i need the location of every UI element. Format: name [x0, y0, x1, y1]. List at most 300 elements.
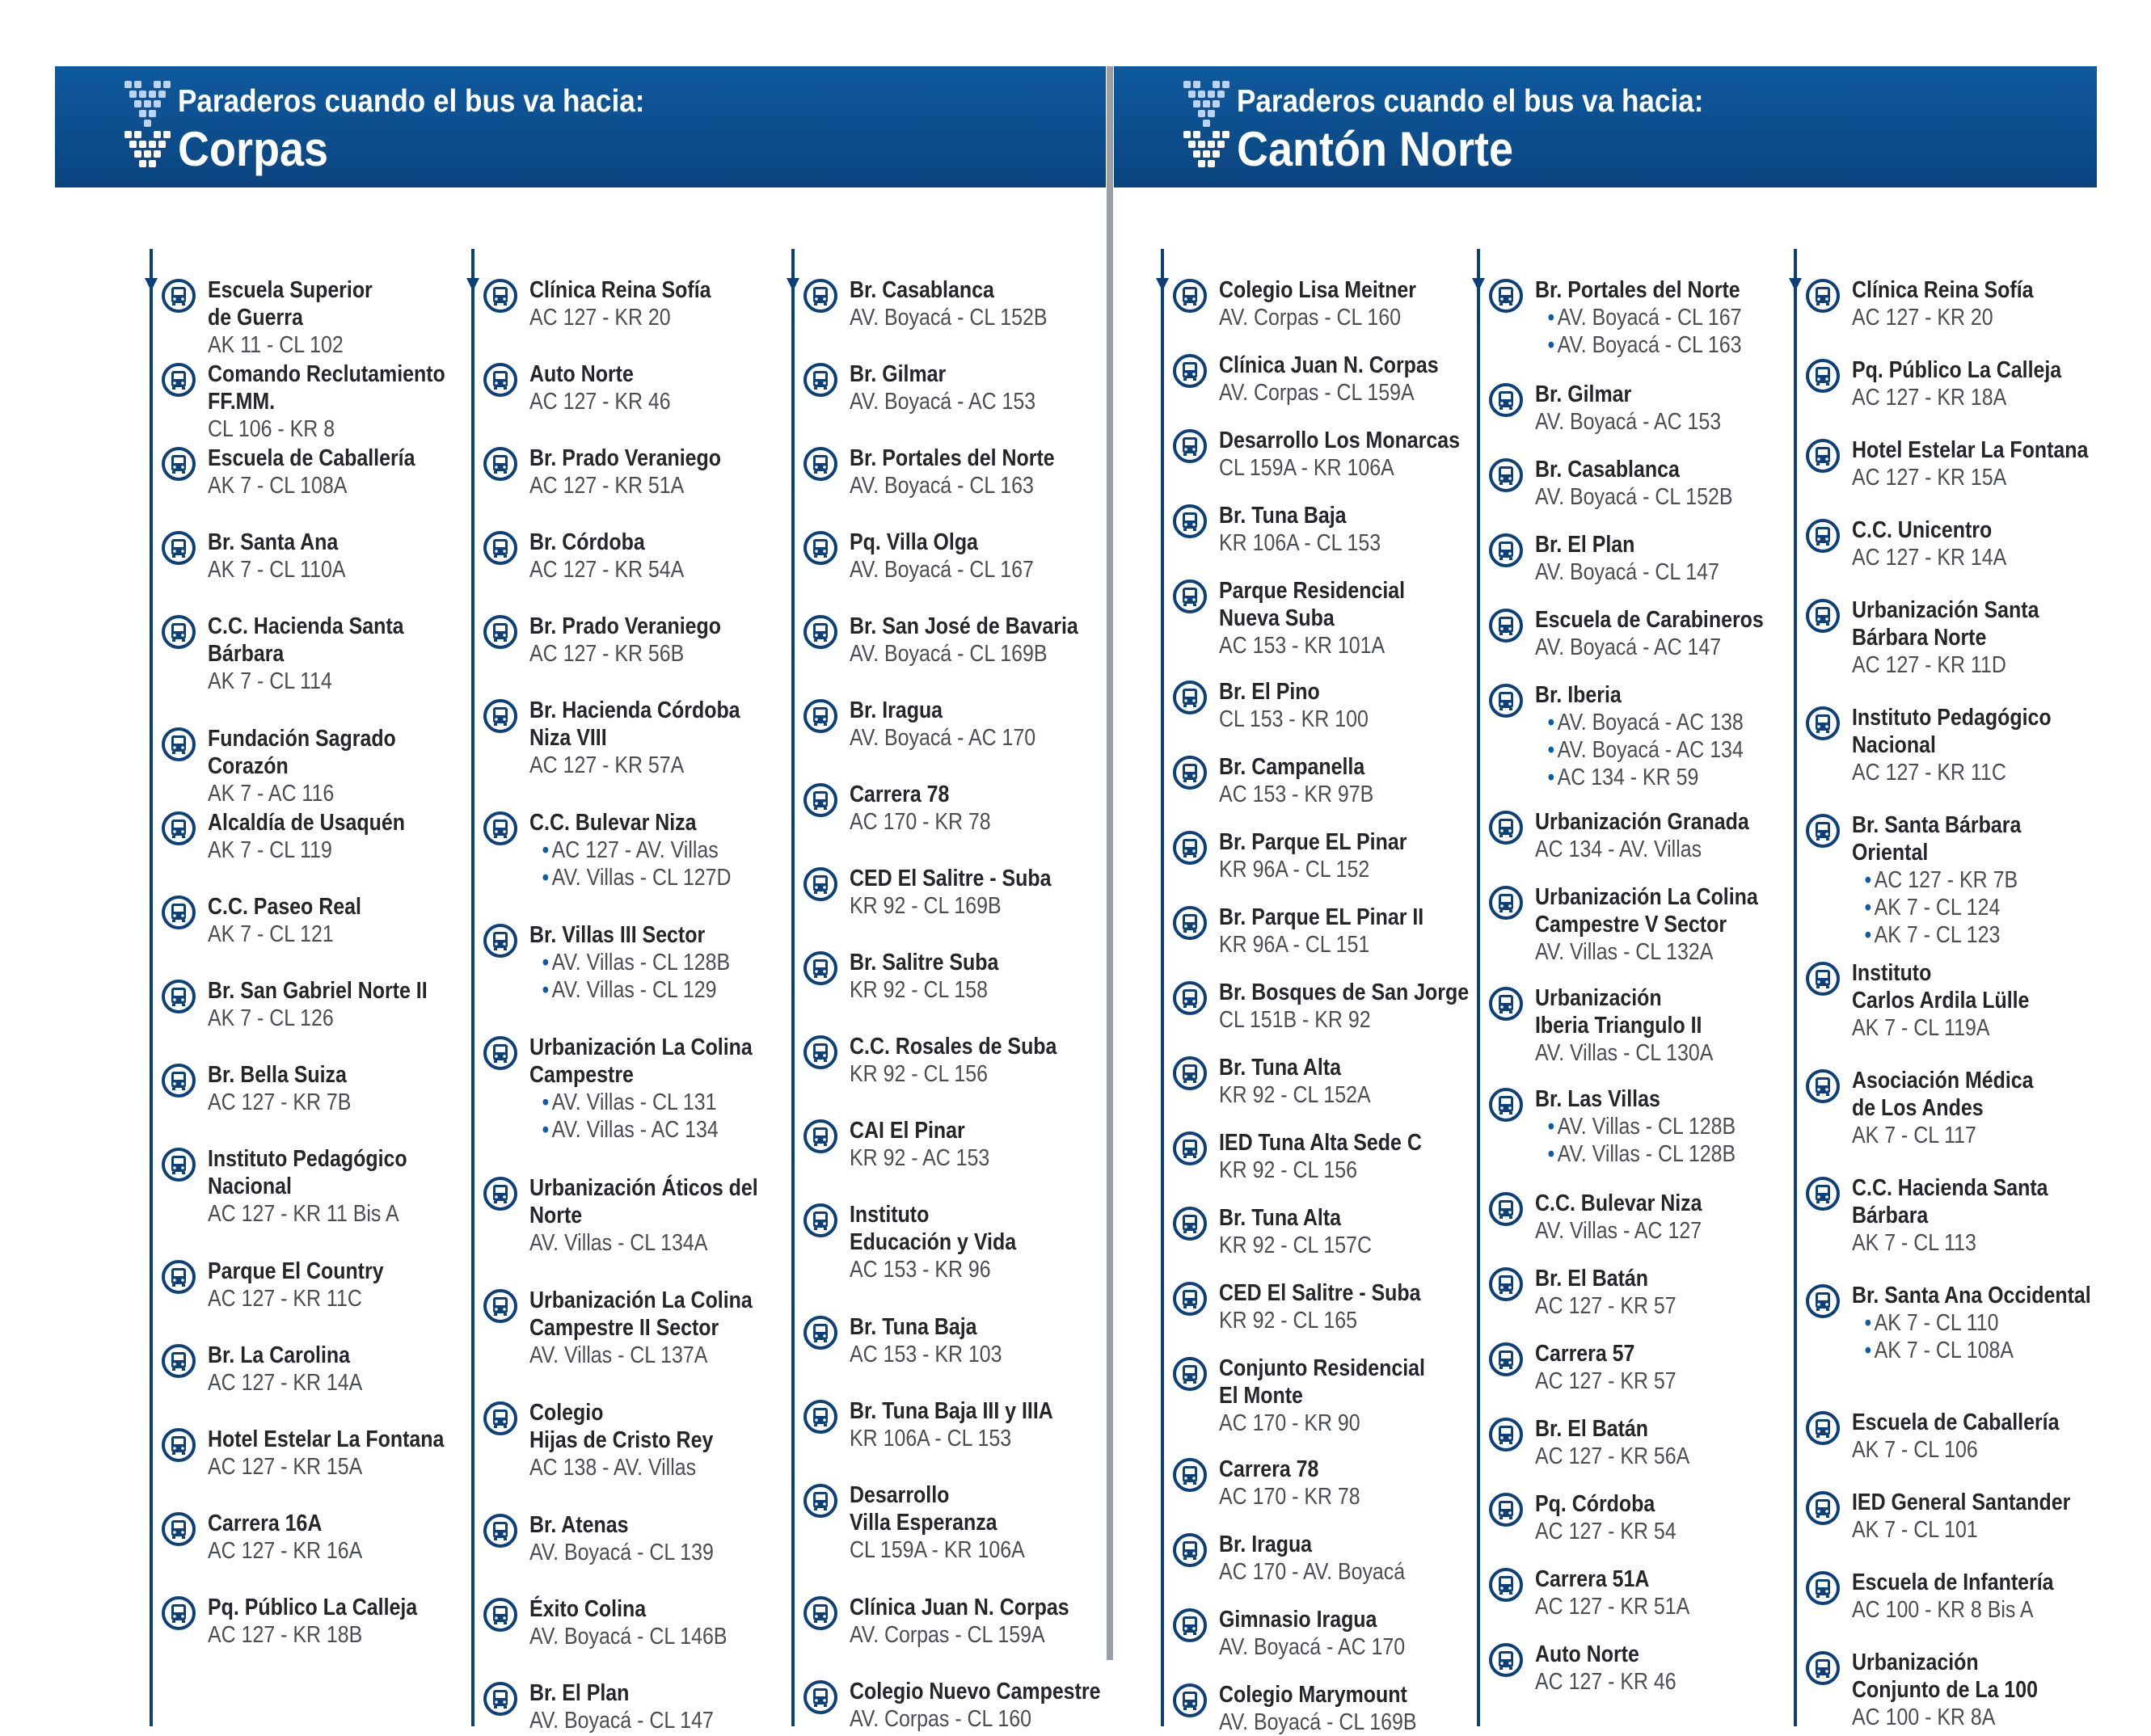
stop-address: AC 170 - KR 90 — [1219, 1410, 1360, 1436]
stop-address: AV. Villas - CL 134A — [529, 1230, 708, 1256]
stop-address: AC 127 - KR 11C — [208, 1286, 362, 1312]
bus-stop-icon — [1488, 608, 1524, 643]
stop-name: Conjunto de La 100 — [1852, 1677, 2039, 1703]
stop-name: Auto Norte — [1535, 1641, 1639, 1667]
stop-name: Campestre V Sector — [1535, 912, 1727, 938]
stop-address: AV. Boyacá - CL 147 — [529, 1708, 714, 1734]
stop-name: Alcaldía de Usaquén — [208, 810, 405, 836]
bus-stop-icon — [803, 782, 838, 818]
stop-address: AC 127 - KR 18A — [1852, 385, 2007, 411]
bus-stop-icon — [161, 1343, 196, 1379]
stop-address: AC 127 - KR 7B — [208, 1089, 352, 1115]
stop-address: AC 127 - KR 11C — [1852, 760, 2006, 786]
stop-name: Br. El Plan — [529, 1680, 630, 1706]
stop-address: AK 7 - CL 110A — [208, 557, 346, 583]
stop-address: AK 7 - CL 114 — [208, 668, 332, 694]
stop-address-bullet: • AK 7 - CL 110 — [1852, 1309, 2151, 1337]
stop-name: Br. Tuna Alta — [1219, 1205, 1342, 1231]
stop-address: AV. Boyacá - CL 152B — [1535, 484, 1733, 510]
stop-name: Br. Iragua — [850, 697, 943, 723]
route-line — [791, 254, 795, 1726]
bus-stop-icon — [1805, 438, 1841, 474]
stop-address: AV. Boyacá - AC 153 — [850, 389, 1036, 415]
stop-name: Hijas de Cristo Rey — [529, 1427, 714, 1453]
stop-address: AC 127 - KR 54 — [1535, 1519, 1677, 1544]
bus-stop-icon — [803, 866, 838, 902]
bus-stop-icon — [1805, 1176, 1841, 1211]
stop-address-bullet: • AV. Villas - CL 128B — [1535, 1113, 1869, 1140]
stop-name: Escuela de Caballería — [1852, 1409, 2060, 1435]
stop-address: AC 153 - KR 97B — [1219, 782, 1374, 807]
bus-stop-icon — [1805, 358, 1841, 394]
stop-name: Br. Santa Ana Occidental — [1852, 1283, 2091, 1308]
stop-name: Escuela de Carabineros — [1535, 607, 1764, 633]
bus-stop-icon — [483, 446, 518, 482]
stop-name: Campestre — [529, 1062, 634, 1088]
stop-name: Instituto Pedagógico — [1852, 705, 2052, 731]
stop-address: AC 127 - KR 14A — [1852, 545, 2007, 571]
stop-name: Pq. Público La Calleja — [1852, 357, 2062, 383]
stop-address: AC 100 - KR 8 Bis A — [1852, 1597, 2034, 1623]
stop-address: AK 7 - CL 119 — [208, 837, 332, 863]
stop-address: AC 127 - KR 57 — [1535, 1368, 1677, 1394]
direction-arrowhead-icon — [1789, 278, 1802, 291]
bus-stop-icon — [483, 1288, 518, 1324]
stop-name: Hotel Estelar La Fontana — [208, 1426, 445, 1452]
bus-stop-icon — [1488, 278, 1524, 314]
stop-name: Nacional — [1852, 732, 1936, 758]
stop-address: AC 127 - KR 16A — [208, 1538, 363, 1564]
stop-address-bullet: • AV. Villas - AC 134 — [529, 1116, 863, 1144]
bus-stop-text — [1852, 276, 2151, 331]
stop-address-bullet: • AC 134 - KR 59 — [1535, 764, 1869, 791]
direction-arrowhead-icon — [145, 278, 158, 291]
stops-column — [1747, 205, 2091, 1730]
stop-name: FF.MM. — [208, 389, 276, 415]
stop-name: Colegio Nuevo Campestre — [850, 1679, 1101, 1704]
direction-arrowhead-icon — [787, 278, 799, 291]
banner-title: Cantón Norte — [1237, 122, 1513, 176]
stop-name: Colegio Marymount — [1219, 1682, 1407, 1708]
bus-stop-icon — [1805, 518, 1841, 554]
stop-name: Br. Prado Veraniego — [529, 613, 722, 639]
stop-address: AC 100 - KR 8A — [1852, 1704, 1996, 1730]
bus-stop-icon — [1488, 1266, 1524, 1302]
bus-stop-icon — [483, 1597, 518, 1633]
stop-address: AC 170 - AV. Boyacá — [1219, 1559, 1406, 1585]
bus-stop-icon — [1488, 382, 1524, 418]
bus-stop-text — [1852, 811, 2151, 949]
stop-name: Gimnasio Iragua — [1219, 1607, 1377, 1633]
stop-name: de Guerra — [208, 305, 303, 331]
stop-address: KR 92 - CL 169B — [850, 893, 1002, 919]
bus-stop-icon — [1172, 1457, 1208, 1493]
stop-name: El Monte — [1219, 1383, 1303, 1409]
stop-address: AC 127 - KR 54A — [529, 557, 685, 583]
stop-name: Comando Reclutamiento — [208, 361, 445, 387]
banner-subtitle: Paraderos cuando el bus va hacia: — [1237, 84, 1704, 119]
stop-name: Escuela Superior — [208, 277, 373, 303]
stop-name: Br. Casablanca — [1535, 457, 1680, 482]
bus-stop-icon — [1488, 1567, 1524, 1603]
bus-stop-icon — [1488, 457, 1524, 493]
stop-address: AV. Villas - CL 132A — [1535, 939, 1714, 965]
stop-name: Clínica Juan N. Corpas — [850, 1595, 1069, 1620]
stop-name: Niza VIII — [529, 725, 607, 751]
stop-address: KR 92 - AC 153 — [850, 1145, 990, 1171]
stop-name: Educación y Vida — [850, 1229, 1017, 1255]
stop-name: Pq. Córdoba — [1535, 1491, 1655, 1517]
stop-name: C.C. Hacienda Santa — [208, 613, 404, 639]
panel-corpas — [55, 66, 1106, 1734]
stop-address: KR 92 - CL 156 — [850, 1061, 988, 1087]
direction-arrow-icon — [791, 249, 795, 280]
bus-stop-icon — [1172, 1206, 1208, 1241]
stop-name: C.C. Bulevar Niza — [529, 810, 697, 836]
bus-stop-icon — [483, 1681, 518, 1717]
stop-address: CL 151B - KR 92 — [1219, 1007, 1371, 1033]
bus-stop-icon — [803, 1315, 838, 1350]
stop-name: Urbanización Granada — [1535, 809, 1749, 835]
stop-name: Colegio — [529, 1400, 604, 1426]
route-line — [1161, 254, 1164, 1726]
stop-address: AV. Boyacá - CL 152B — [850, 305, 1048, 331]
bus-stop-icon — [161, 278, 196, 314]
banner-subtitle: Paraderos cuando el bus va hacia: — [178, 84, 645, 119]
stop-name: Asociación Médica — [1852, 1068, 2034, 1093]
bus-stop-icon — [161, 446, 196, 482]
bus-stop-icon — [161, 362, 196, 398]
stop-name: Br. Santa Ana — [208, 529, 339, 555]
stop-address: CL 159A - KR 106A — [850, 1537, 1025, 1563]
bus-stop-text — [1852, 356, 2151, 411]
stop-address: AV. Boyacá - CL 167 — [850, 557, 1034, 583]
stop-address: KR 92 - CL 158 — [850, 977, 988, 1003]
bus-stop-icon — [803, 278, 838, 314]
bus-stop-icon — [1172, 1356, 1208, 1392]
direction-arrow-icon — [1794, 249, 1797, 280]
bus-stop-icon — [1172, 1131, 1208, 1166]
bus-stop-icon — [803, 1483, 838, 1519]
stop-name: Br. Hacienda Córdoba — [529, 697, 740, 723]
stop-address: AC 127 - KR 46 — [529, 389, 671, 415]
stop-name: Instituto Pedagógico — [208, 1146, 407, 1172]
stop-address: AV. Boyacá - CL 139 — [529, 1540, 714, 1565]
stop-name: Br. El Batán — [1535, 1416, 1648, 1442]
stop-name: Corazón — [208, 753, 289, 779]
stop-name: Br. El Plan — [1535, 532, 1635, 558]
stop-address: AV. Boyacá - CL 147 — [1535, 559, 1719, 585]
bus-stop-icon — [1488, 885, 1524, 921]
bus-stop-icon — [803, 1203, 838, 1238]
stop-address: AV. Corpas - CL 159A — [1219, 380, 1415, 406]
stop-name: Villa Esperanza — [850, 1510, 997, 1536]
bus-stop-icon — [1488, 1492, 1524, 1527]
stop-address: KR 92 - CL 152A — [1219, 1082, 1371, 1108]
stop-address: AC 127 - KR 51A — [1535, 1594, 1690, 1620]
stop-address: AK 7 - CL 117 — [1852, 1123, 1976, 1148]
route-line — [471, 254, 474, 1726]
stop-name: Br. Atenas — [529, 1512, 629, 1538]
bus-stop-icon — [803, 446, 838, 482]
stop-name: Campestre II Sector — [529, 1315, 719, 1341]
bus-stop-icon — [803, 530, 838, 566]
bus-stop-icon — [161, 614, 196, 650]
bus-stop-icon — [161, 979, 196, 1014]
stop-address-bullet: • AV. Boyacá - CL 163 — [1535, 331, 1869, 359]
route-line — [1477, 254, 1480, 1726]
bus-stop-icon — [803, 614, 838, 650]
stop-name: IED Tuna Alta Sede C — [1219, 1130, 1422, 1156]
stop-address: KR 106A - CL 153 — [850, 1426, 1012, 1452]
direction-arrow-icon — [1161, 249, 1164, 280]
stop-name: Br. San José de Bavaria — [850, 613, 1078, 639]
stop-address: AK 7 - CL 126 — [208, 1005, 334, 1031]
panel-canton-norte — [1114, 66, 2097, 1735]
stop-address: AC 138 - AV. Villas — [529, 1455, 697, 1481]
stop-name: Carrera 16A — [208, 1511, 323, 1536]
stop-name: Pq. Público La Calleja — [208, 1595, 418, 1620]
stop-name: Desarrollo — [850, 1482, 950, 1508]
stop-address: AV. Corpas - CL 159A — [850, 1622, 1045, 1648]
stop-name: Bárbara — [1852, 1203, 1929, 1228]
bus-stop-icon — [161, 1511, 196, 1547]
stop-name: Nacional — [208, 1173, 292, 1199]
stop-address-bullet: • AV. Villas - CL 129 — [529, 976, 863, 1004]
stop-name: Br. Las Villas — [1535, 1086, 1660, 1112]
stop-address: KR 96A - CL 152 — [1219, 857, 1370, 883]
bus-stop-icon — [483, 278, 518, 314]
stop-name: Clínica Reina Sofía — [529, 277, 711, 303]
stop-address-bullet: • AV. Villas - CL 127D — [529, 864, 863, 891]
bus-stop-icon — [803, 1119, 838, 1154]
bus-stop-icon — [1172, 1056, 1208, 1091]
stop-name: Iberia Triangulo II — [1535, 1013, 1702, 1039]
bus-stop-icon — [1805, 598, 1841, 634]
bus-stop-icon — [803, 1679, 838, 1715]
stop-name: de Los Andes — [1852, 1095, 1984, 1121]
stop-name: IED General Santander — [1852, 1490, 2071, 1515]
stop-name: CAI El Pinar — [850, 1118, 965, 1144]
bus-stop-icon — [1488, 1191, 1524, 1227]
bus-stop-icon — [161, 1147, 196, 1182]
stop-address: AK 7 - CL 121 — [208, 921, 334, 947]
bus-stop-icon — [1172, 428, 1208, 464]
bus-stop-icon — [1172, 278, 1208, 314]
stop-name: CED El Salitre - Suba — [850, 866, 1052, 891]
stop-name: Carrera 51A — [1535, 1566, 1650, 1592]
stop-address: AC 170 - KR 78 — [1219, 1484, 1360, 1510]
stop-name: Br. Córdoba — [529, 529, 645, 555]
stop-name: Escuela de Caballería — [208, 445, 415, 471]
stop-address: CL 159A - KR 106A — [1219, 455, 1394, 481]
stop-address: AC 170 - KR 78 — [850, 809, 991, 835]
stop-address: AC 127 - KR 15A — [208, 1454, 363, 1480]
bus-stop-icon — [483, 698, 518, 734]
stop-address: AC 127 - KR 46 — [1535, 1669, 1677, 1695]
stops-column — [744, 205, 1101, 1732]
stop-name: Carrera 57 — [1535, 1341, 1635, 1367]
stop-name: Urbanización La Colina — [1535, 884, 1758, 910]
bus-stop-icon — [803, 1595, 838, 1631]
stop-address: AC 127 - KR 56A — [1535, 1443, 1690, 1469]
stop-address: AV. Boyacá - CL 146B — [529, 1624, 728, 1650]
stop-name: Parque El Country — [208, 1258, 384, 1284]
route-line — [150, 254, 153, 1726]
bus-stop-icon — [161, 530, 196, 566]
stop-name: Pq. Villa Olga — [850, 529, 978, 555]
stop-name: Br. Portales del Norte — [850, 445, 1055, 471]
stop-name: Carrera 78 — [850, 782, 950, 807]
bus-stop-icon — [1488, 810, 1524, 845]
stop-name: Br. Campanella — [1219, 754, 1365, 780]
stop-address-bullet: • AV. Boyacá - AC 134 — [1535, 736, 1869, 764]
bus-stop-icon — [1172, 755, 1208, 790]
stop-address: AC 127 - KR 18B — [208, 1622, 363, 1648]
bus-stop-icon — [161, 1595, 196, 1631]
bus-stop-icon — [1172, 504, 1208, 539]
stops-column — [1430, 205, 1764, 1726]
stop-address: AC 153 - KR 101A — [1219, 633, 1385, 659]
bus-stop-text — [1852, 1409, 2151, 1464]
stop-name: Desarrollo Los Monarcas — [1219, 428, 1460, 453]
sitp-logo-icon — [1182, 78, 1232, 173]
stop-name: Oriental — [1852, 840, 1929, 866]
stop-address: AV. Boyacá - CL 163 — [850, 473, 1034, 499]
bus-stop-icon — [1488, 1642, 1524, 1678]
stop-name: C.C. Rosales de Suba — [850, 1034, 1057, 1060]
bus-stop-icon — [483, 362, 518, 398]
stop-address-bullet: • AC 127 - KR 7B — [1852, 866, 2151, 894]
stop-name: CED El Salitre - Suba — [1219, 1280, 1421, 1306]
bus-stop-icon — [161, 727, 196, 762]
stop-address: AC 153 - KR 103 — [850, 1342, 1002, 1367]
panel-divider — [1107, 66, 1113, 1660]
stop-address: AV. Villas - AC 127 — [1535, 1218, 1702, 1244]
stop-name: C.C. Paseo Real — [208, 894, 361, 920]
direction-arrow-icon — [471, 249, 474, 280]
stops-column — [1114, 205, 1470, 1735]
bus-stop-text — [1852, 1067, 2151, 1149]
stop-address: AV. Boyacá - AC 153 — [1535, 409, 1722, 435]
stop-address: CL 106 - KR 8 — [208, 416, 335, 442]
bus-stop-icon — [1172, 680, 1208, 715]
bus-stop-icon — [1805, 1068, 1841, 1104]
stop-address: AV. Corpas - CL 160 — [850, 1706, 1032, 1732]
stop-address-bullet: • AK 7 - CL 123 — [1852, 921, 2151, 949]
stop-name: Br. Bella Suiza — [208, 1062, 347, 1088]
direction-arrowhead-icon — [1472, 278, 1485, 291]
stop-name: Conjunto Residencial — [1219, 1355, 1425, 1381]
bus-stop-icon — [1805, 1490, 1841, 1526]
stop-name: Éxito Colina — [529, 1596, 647, 1622]
stop-address-bullet: • AV. Boyacá - AC 138 — [1535, 709, 1869, 736]
bus-stop-text — [1852, 1569, 2151, 1624]
stop-name: Carrera 78 — [1219, 1456, 1319, 1482]
stop-address: KR 106A - CL 153 — [1219, 530, 1381, 556]
sitp-logo-icon — [123, 78, 173, 173]
bus-stop-icon — [1172, 353, 1208, 389]
stop-address-bullet: • AK 7 - CL 108A — [1852, 1337, 2151, 1364]
bus-stop-icon — [803, 1399, 838, 1435]
banner-canton-norte — [1114, 66, 2097, 188]
stop-name: Br. Tuna Baja — [1219, 503, 1347, 529]
stop-address: AK 7 - CL 113 — [1852, 1230, 1976, 1256]
stop-address: AC 127 - KR 11 Bis A — [208, 1201, 399, 1227]
stop-address: AK 7 - CL 106 — [1852, 1437, 1978, 1463]
bus-stop-icon — [1488, 1342, 1524, 1377]
stop-name: Br. Salitre Suba — [850, 950, 999, 975]
bus-stop-icon — [1172, 1532, 1208, 1568]
stop-address-bullet: • AV. Villas - CL 128B — [529, 949, 863, 976]
stop-name: Instituto — [850, 1202, 930, 1228]
bus-stop-text — [1852, 959, 2151, 1042]
stops-column — [103, 205, 445, 1726]
bus-stop-icon — [483, 923, 518, 959]
stop-name: Auto Norte — [529, 361, 634, 387]
bus-stop-icon — [1488, 1417, 1524, 1452]
direction-arrow-icon — [1477, 249, 1480, 280]
stop-name: Br. Prado Veraniego — [529, 445, 722, 471]
stop-address: AV. Boyacá - AC 170 — [1219, 1634, 1406, 1660]
stop-address: KR 92 - CL 156 — [1219, 1157, 1357, 1183]
stop-name: Clínica Reina Sofía — [1852, 277, 2034, 303]
bus-stop-icon — [1805, 1410, 1841, 1446]
bus-stop-icon — [803, 1034, 838, 1070]
stop-address: AV. Villas - CL 130A — [1535, 1040, 1714, 1066]
stop-name: Br. Gilmar — [1535, 381, 1632, 407]
stop-name: Br. Parque EL Pinar II — [1219, 904, 1424, 930]
stop-name: Br. San Gabriel Norte II — [208, 978, 428, 1004]
stops-column — [424, 205, 758, 1734]
stop-address: AV. Boyacá - CL 169B — [850, 641, 1048, 667]
stop-name: Br. Casablanca — [850, 277, 994, 303]
bus-stop-icon — [803, 950, 838, 986]
bus-stop-icon — [161, 1259, 196, 1295]
stop-name: Br. Bosques de San Jorge — [1219, 980, 1470, 1005]
bus-stop-icon — [1172, 1683, 1208, 1718]
bus-stop-text — [1852, 1489, 2151, 1544]
stop-name: Br. Iberia — [1535, 682, 1622, 708]
stop-name: Br. Parque EL Pinar — [1219, 829, 1407, 855]
bus-stop-icon — [1488, 1087, 1524, 1123]
bus-stop-icon — [1805, 1283, 1841, 1319]
bus-stop-icon — [1488, 986, 1524, 1022]
stop-address-bullet: • AV. Villas - CL 131 — [529, 1089, 863, 1116]
stop-name: Fundación Sagrado — [208, 726, 396, 752]
stop-address: AV. Boyacá - CL 169B — [1219, 1709, 1417, 1735]
bus-stop-text — [1852, 436, 2151, 491]
bus-stop-text — [1852, 1282, 2151, 1364]
stop-name: C.C. Bulevar Niza — [1535, 1190, 1702, 1216]
bus-stop-icon — [161, 895, 196, 930]
bus-stop-icon — [483, 1513, 518, 1548]
bus-stop-icon — [483, 614, 518, 650]
stop-address: AV. Boyacá - AC 170 — [850, 725, 1036, 751]
bus-stop-text — [1852, 516, 2151, 571]
stop-address: AC 127 - KR 11D — [1852, 652, 2006, 678]
bus-stop-icon — [161, 811, 196, 846]
stop-name: Colegio Lisa Meitner — [1219, 277, 1416, 303]
stop-address: AC 127 - KR 15A — [1852, 465, 2007, 491]
stop-address: AC 127 - KR 14A — [208, 1370, 363, 1396]
bus-stop-icon — [483, 530, 518, 566]
stop-address: AC 127 - KR 57A — [529, 752, 685, 778]
bus-stop-icon — [483, 1176, 518, 1211]
stop-name: Urbanización Santa — [1852, 597, 2039, 623]
stop-address: AC 127 - KR 20 — [1852, 305, 1993, 331]
stop-name: Br. Villas III Sector — [529, 922, 706, 948]
